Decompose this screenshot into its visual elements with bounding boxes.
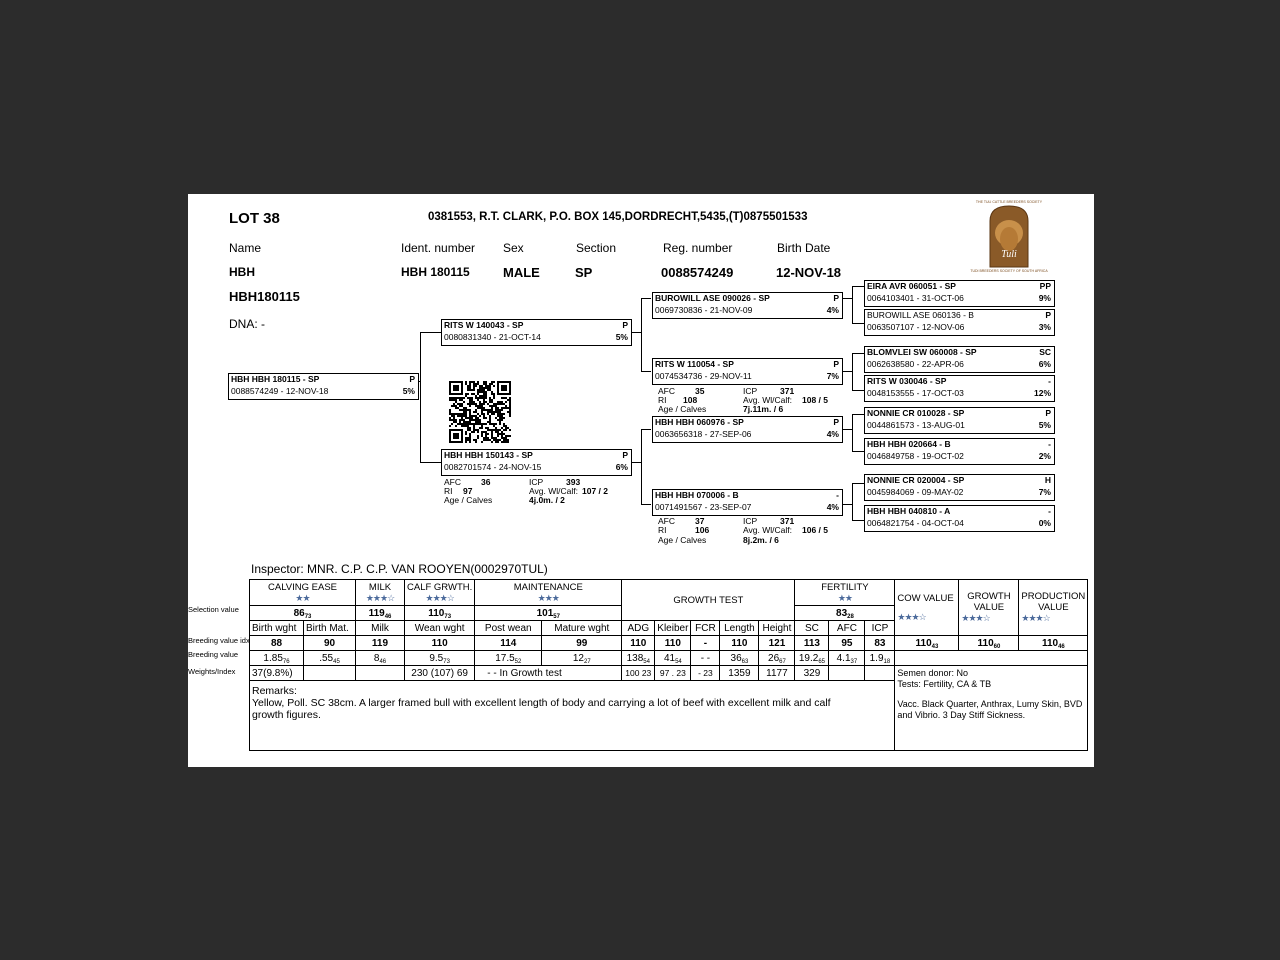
remarks-label: Remarks: — [252, 685, 297, 697]
wi-birthmat — [304, 666, 356, 681]
milk-selection: $119_{46}$ — [356, 606, 405, 621]
fert-selection: $83_{28}$ — [795, 606, 895, 621]
section-header: Section — [576, 241, 617, 255]
wi-afc — [829, 666, 865, 681]
dam-age-label: Age / Calves — [444, 495, 493, 505]
value-cell: 83 — [865, 636, 895, 651]
value-cell: - — [691, 636, 720, 651]
reg-header: Reg. number — [663, 241, 733, 255]
value-cell: $12_{27}$ — [542, 651, 622, 666]
dam-ri: 97 — [463, 486, 473, 496]
dam-ri-label: RI — [444, 486, 453, 496]
column-header: SC — [795, 621, 829, 636]
dam-icp-label: ICP — [529, 477, 544, 487]
growth-test-group: GROWTH TEST — [622, 580, 795, 621]
value-cell: $110_{46}$ — [1019, 636, 1088, 651]
breeding-index-row — [250, 636, 1088, 651]
value-cell: $26_{67}$ — [759, 651, 795, 666]
pedigree-g3: BLOMVLEI SW 060008 - SP SC 0062638580 - 22-APR-06 6% — [864, 346, 1055, 373]
dd-age: 8j.2m. / 6 — [743, 535, 779, 545]
pedigree-g1: EIRA AVR 060051 - SP PP 0064103401 - 31-OCT-06 9% — [864, 280, 1055, 307]
dam-icp: 393 — [566, 477, 581, 487]
value-cell: $1.85_{76}$ — [250, 651, 304, 666]
fertility-stars: ★★ — [837, 592, 852, 603]
value-cell: 113 — [795, 636, 829, 651]
dam-afc-label: AFC — [444, 477, 461, 487]
sd-age: 7j.11m. / 6 — [743, 404, 784, 414]
milk-stars: ★★★☆ — [365, 592, 395, 603]
qr-code — [449, 381, 511, 443]
value-cell: $4.1_{37}$ — [829, 651, 865, 666]
dna-status: DNA: - — [229, 317, 265, 331]
pedigree-sire: RITS W 140043 - SP P 0080831340 - 21-OCT-14 5% — [441, 319, 632, 346]
column-header: AFC — [829, 621, 865, 636]
sd-ri: 108 — [683, 395, 698, 405]
health-notes — [895, 666, 1088, 751]
column-header: Height — [759, 621, 795, 636]
sd-icp: 371 — [780, 386, 795, 396]
wi-growth-test: - - In Growth test — [475, 666, 622, 681]
value-cell: $138_{54}$ — [622, 651, 655, 666]
milk-group: MILK ★★★☆ — [356, 580, 405, 606]
pedigree-sire-dam: RITS W 110054 - SP P 0074534736 - 29-NOV-11 7% — [652, 358, 843, 385]
wi-sc: 329 — [795, 666, 829, 681]
pedigree-g6: HBH HBH 020664 - B - 0046849758 - 19-OCT-02 2% — [864, 438, 1055, 465]
value-cell: $36_{63}$ — [720, 651, 759, 666]
calving-selection: $86_{73}$ — [250, 606, 356, 621]
animal-ident: HBH 180115 — [401, 265, 470, 279]
cow-value-group: COW VALUE ★★★☆ — [895, 580, 959, 636]
column-header: Milk — [356, 621, 405, 636]
dd-age-label: Age / Calves — [658, 535, 707, 545]
value-cell: - - — [691, 651, 720, 666]
sale-catalogue-page — [188, 194, 1094, 767]
dd-afc-label: AFC — [658, 516, 675, 526]
calving-ease-group: CALVING EASE ★★ — [250, 580, 356, 606]
weights-index-row — [250, 666, 1088, 681]
wi-wean: 230 (107) 69 — [405, 666, 475, 681]
pedigree-g4: RITS W 030046 - SP - 0048153555 - 17-OCT-03 12% — [864, 375, 1055, 402]
semen-donor: Semen donor: No — [897, 668, 968, 678]
breeding-value-row — [250, 651, 1088, 666]
blank-cell — [895, 651, 1088, 666]
value-cell: $41_{54}$ — [655, 651, 691, 666]
value-cell: $9.5_{73}$ — [405, 651, 475, 666]
vaccinations: Vacc. Black Quarter, Anthrax, Lumy Skin, BVD and Vibrio. 3 Day Stiff Sickness. — [897, 699, 1083, 720]
value-cell: 121 — [759, 636, 795, 651]
dam-age: 4j.0m. / 2 — [529, 495, 565, 505]
value-cell: 99 — [542, 636, 622, 651]
value-cell: 114 — [475, 636, 542, 651]
name-header: Name — [229, 241, 262, 255]
column-header: Post wean — [475, 621, 542, 636]
svg-text:TUDI BREEDERS SOCIETY OF SOUTH: TUDI BREEDERS SOCIETY OF SOUTH AFRICA — [970, 269, 1048, 273]
sd-avg: 108 / 5 — [802, 395, 828, 405]
pedigree-dam-dam: HBH HBH 070006 - B - 0071491567 - 23-SEP-07 4% — [652, 489, 843, 516]
dam-avg: 107 / 2 — [582, 486, 608, 496]
wi-milk — [356, 666, 405, 681]
sd-afc: 35 — [695, 386, 705, 396]
row-label-bv: Breeding value — [188, 650, 239, 659]
value-cell: 88 — [250, 636, 304, 651]
animal-code: HBH180115 — [229, 289, 300, 304]
column-header: FCR — [691, 621, 720, 636]
pedigree-dam: HBH HBH 150143 - SP P 0082701574 - 24-NOV-15 6% — [441, 449, 632, 476]
calf-selection: $110_{73}$ — [405, 606, 475, 621]
dd-icp: 371 — [780, 516, 795, 526]
value-cell: $17.5_{52}$ — [475, 651, 542, 666]
tests: Tests: Fertility, CA & TB — [897, 679, 992, 689]
sd-ri-label: RI — [658, 395, 667, 405]
animal-name: HBH — [229, 265, 255, 279]
remarks-cell — [250, 681, 895, 751]
dd-afc: 37 — [695, 516, 705, 526]
wi-kleiber: 97 . 23 — [655, 666, 691, 681]
column-header: Mature wght — [542, 621, 622, 636]
svg-text:Tuli: Tuli — [1001, 249, 1017, 260]
sd-age-label: Age / Calves — [658, 404, 707, 414]
dam-avg-label: Avg. Wl/Calf: — [529, 486, 578, 496]
dam-afc: 36 — [481, 477, 491, 487]
remarks-text: Yellow, Poll. SC 38cm. A larger framed bull with excellent length of body and carrying a lot of beef with excellent milk and calf growth figures. — [252, 697, 831, 721]
sex-header: Sex — [503, 241, 524, 255]
dd-avg-label: Avg. Wl/Calf: — [743, 525, 792, 535]
sd-icp-label: ICP — [743, 386, 758, 396]
value-cell: 110 — [622, 636, 655, 651]
dd-ri: 106 — [695, 525, 710, 535]
wi-height: 1177 — [759, 666, 795, 681]
growth-value-stars: ★★★☆ — [961, 613, 990, 623]
value-cell: 90 — [304, 636, 356, 651]
wi-birth: 37(9.8%) — [250, 666, 304, 681]
tuli-logo — [970, 197, 1048, 273]
pedigree-subject: HBH HBH 180115 - SP P 0088574249 - 12-NOV-18 5% — [228, 373, 419, 400]
calf-stars: ★★★☆ — [425, 592, 454, 603]
value-cell: $19.2_{65}$ — [795, 651, 829, 666]
row-label-wi: Weights/Index — [188, 667, 236, 676]
wi-adg: 100 23 — [622, 666, 655, 681]
calf-growth-group: CALF GRWTH. ★★★☆ — [405, 580, 475, 606]
pedigree-g7: NONNIE CR 020004 - SP H 0045984069 - 09-MAY-02 7% — [864, 474, 1055, 501]
calving-stars: ★★ — [295, 592, 310, 603]
maint-selection: $101_{57}$ — [475, 606, 622, 621]
value-cell: $1.9_{18}$ — [865, 651, 895, 666]
birth-header: Birth Date — [777, 241, 831, 255]
maintenance-group: MAINTENANCE ★★★ — [475, 580, 622, 606]
dd-avg: 106 / 5 — [802, 525, 828, 535]
growth-value-group: GROWTH VALUE ★★★☆ — [959, 580, 1019, 636]
sd-avg-label: Avg. Wl/Calf: — [743, 395, 792, 405]
sd-afc-label: AFC — [658, 386, 675, 396]
animal-birth: 12-NOV-18 — [776, 265, 842, 280]
maint-stars: ★★★ — [537, 592, 559, 603]
breeding-values-table — [249, 579, 1088, 751]
value-cell: 110 — [720, 636, 759, 651]
row-label-selection: Selection value — [188, 605, 239, 614]
fertility-group: FERTILITY ★★ — [795, 580, 895, 606]
value-cell: 119 — [356, 636, 405, 651]
production-value-group: PRODUCTION VALUE ★★★☆ — [1019, 580, 1088, 636]
animal-reg: 0088574249 — [661, 265, 734, 280]
pedigree-g8: HBH HBH 040810 - A - 0064821754 - 04-OCT-04 0% — [864, 505, 1055, 532]
value-cell: $110_{43}$ — [895, 636, 959, 651]
value-cell: $110_{60}$ — [959, 636, 1019, 651]
cow-stars: ★★★☆ — [897, 611, 926, 622]
pedigree-g2: BUROWILL ASE 060136 - B P 0063507107 - 12-NOV-06 3% — [864, 309, 1055, 336]
column-header: Kleiber — [655, 621, 691, 636]
column-header: ADG — [622, 621, 655, 636]
ident-header: Ident. number — [401, 241, 476, 255]
value-cell: 110 — [655, 636, 691, 651]
pedigree-dam-sire: HBH HBH 060976 - SP P 0063656318 - 27-SEP-06 4% — [652, 416, 843, 443]
value-cell: 95 — [829, 636, 865, 651]
owner-info: 0381553, R.T. CLARK, P.O. BOX 145,DORDRECHT,5435,(T)0875501533 — [428, 211, 808, 223]
production-stars: ★★★☆ — [1021, 613, 1050, 623]
dd-icp-label: ICP — [743, 516, 758, 526]
value-cell: $8_{46}$ — [356, 651, 405, 666]
pedigree-g5: NONNIE CR 010028 - SP P 0044861573 - 13-AUG-01 5% — [864, 407, 1055, 434]
lot-number: LOT 38 — [229, 210, 280, 227]
column-header: ICP — [865, 621, 895, 636]
column-header: Length — [720, 621, 759, 636]
wi-fcr: - 23 — [691, 666, 720, 681]
animal-section: SP — [575, 265, 593, 280]
inspector: Inspector: MNR. C.P. C.P. VAN ROOYEN(0002970TUL) — [251, 562, 548, 576]
value-cell: $.55_{45}$ — [304, 651, 356, 666]
animal-sex: MALE — [503, 265, 540, 280]
dd-ri-label: RI — [658, 525, 667, 535]
wi-icp — [865, 666, 895, 681]
wi-length: 1359 — [720, 666, 759, 681]
row-label-bvi: Breeding value idx — [188, 636, 250, 645]
pedigree-sire-sire: BUROWILL ASE 090026 - SP P 0069730836 - 21-NOV-09 4% — [652, 292, 843, 319]
value-cell: 110 — [405, 636, 475, 651]
svg-text:THE TULI CATTLE BREEDERS SOCIE: THE TULI CATTLE BREEDERS SOCIETY — [975, 200, 1043, 204]
column-header: Birth wght — [250, 621, 304, 636]
column-header: Wean wght — [405, 621, 475, 636]
column-header: Birth Mat. — [304, 621, 356, 636]
